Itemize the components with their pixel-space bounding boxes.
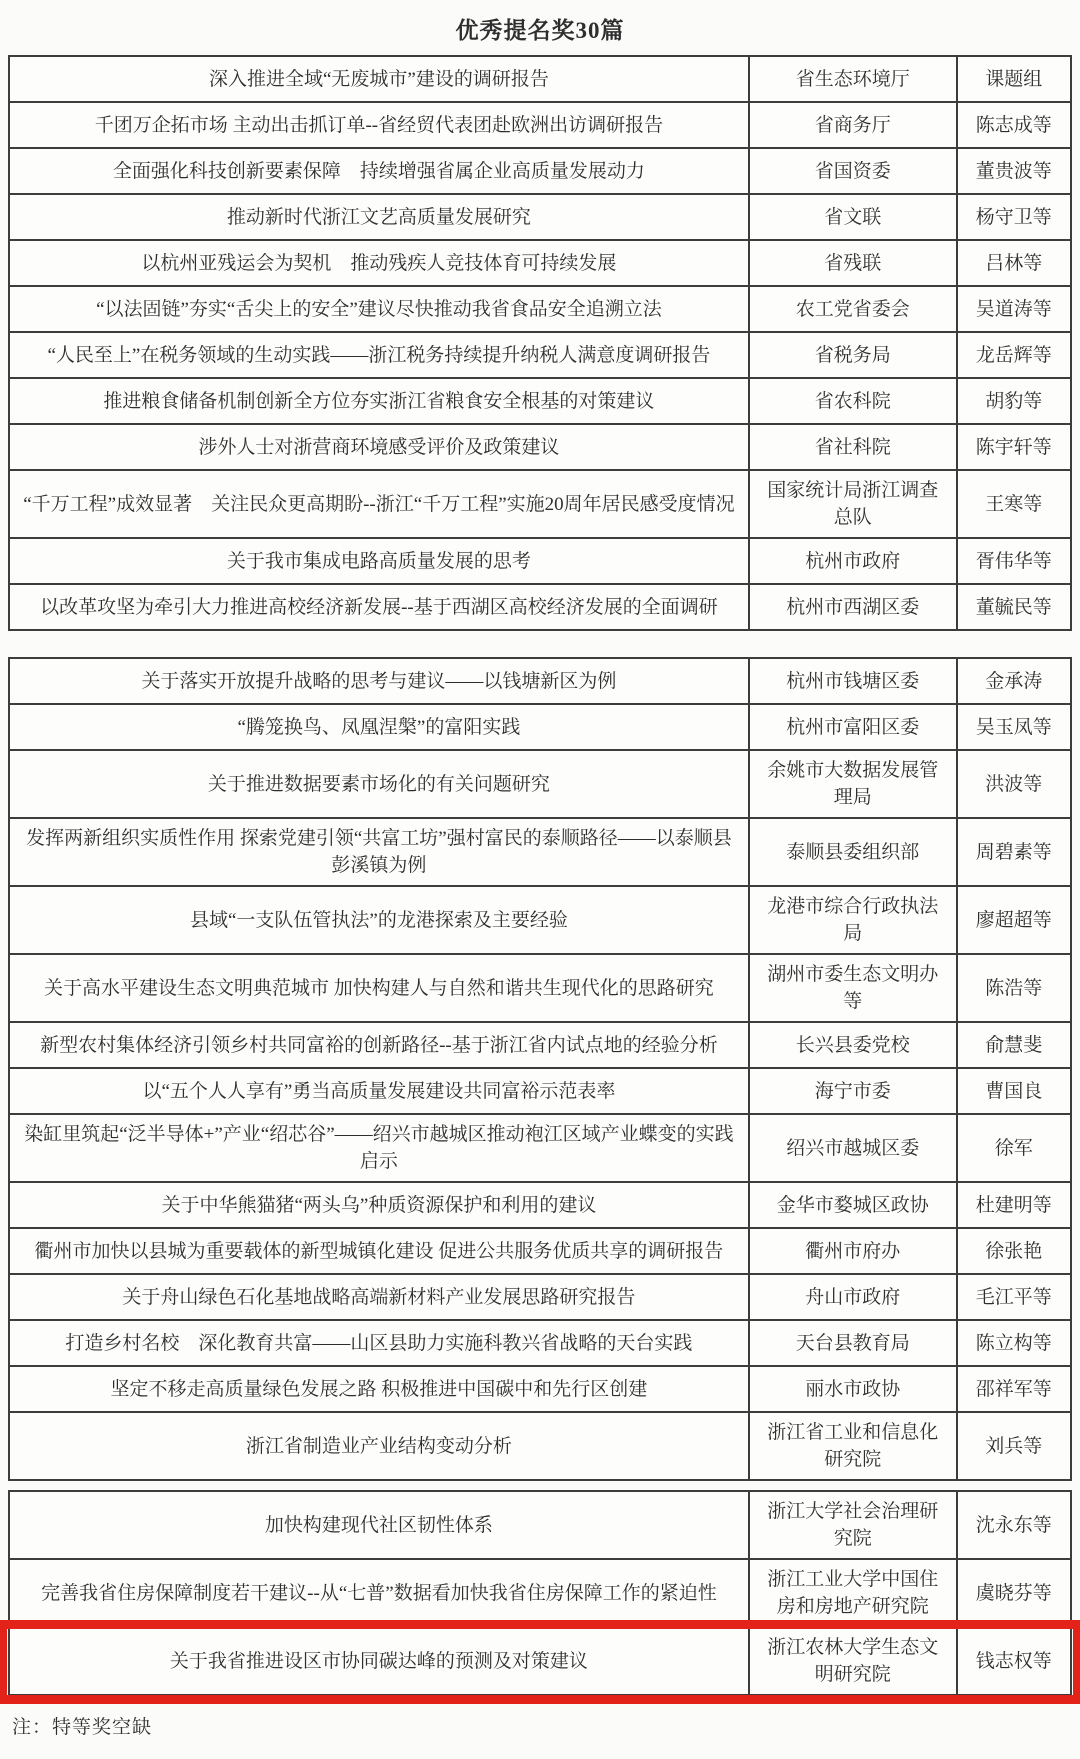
author-cell-text: 毛江平等 [975, 1286, 1052, 1308]
author-cell [958, 1628, 1070, 1694]
organization-cell [750, 379, 958, 423]
author-cell-text: 钱志权等 [975, 1650, 1052, 1672]
organization-cell-text: 天台县教育局 [795, 1332, 910, 1354]
author-cell [958, 539, 1070, 583]
award-table-section-2 [8, 657, 1072, 1481]
organization-cell-text: 杭州市政府 [805, 550, 901, 572]
author-cell [958, 1275, 1070, 1319]
table-row [10, 425, 1070, 471]
organization-cell [750, 955, 958, 1021]
organization-cell [750, 1183, 958, 1227]
author-cell [958, 241, 1070, 285]
paper-title-cell-text: 新型农村集体经济引领乡村共同富裕的创新路径--基于浙江省内试点地的经验分析 [40, 1034, 718, 1056]
author-cell-text: 沈永东等 [975, 1514, 1052, 1536]
table-row [10, 585, 1070, 629]
organization-cell [750, 1275, 958, 1319]
paper-title-cell [10, 241, 750, 285]
author-cell [958, 1321, 1070, 1365]
author-cell-text: 杨守卫等 [975, 206, 1052, 228]
paper-title-cell-text: 发挥两新组织实质性作用 探索党建引领“共富工坊”强村富民的泰顺路径——以泰顺县彭溪镇为例 [26, 828, 732, 876]
paper-title-cell-text: 全面强化科技创新要素保障 持续增强省属企业高质量发展动力 [112, 160, 645, 182]
table-row [10, 659, 1070, 705]
author-cell [958, 819, 1070, 885]
organization-cell [750, 57, 958, 101]
author-cell [958, 103, 1070, 147]
table-row [10, 287, 1070, 333]
paper-title-cell-text: 坚定不移走高质量绿色发展之路 积极推进中国碳中和先行区创建 [110, 1378, 648, 1400]
organization-cell [750, 1229, 958, 1273]
table-row [10, 241, 1070, 287]
paper-title-cell [10, 1367, 750, 1411]
paper-title-cell [10, 333, 750, 377]
paper-title-cell [10, 1115, 750, 1181]
organization-cell-text: 湖州市委生态文明办等 [767, 964, 939, 1012]
table-row [10, 1229, 1070, 1275]
page-title: 优秀提名奖30篇 [455, 18, 625, 43]
table-row [10, 333, 1070, 379]
table-row-highlighted [10, 1628, 1070, 1694]
organization-cell [750, 819, 958, 885]
author-cell [958, 195, 1070, 239]
table-row [10, 705, 1070, 751]
paper-title-cell [10, 585, 750, 629]
table-row [10, 1115, 1070, 1183]
paper-title-cell-text: 染缸里筑起“泛半导体+”产业“绍芯谷”——绍兴市越城区推动袍江区域产业蝶变的实践启示 [24, 1124, 734, 1172]
author-cell-text: 胡豹等 [985, 390, 1043, 412]
organization-cell [750, 659, 958, 703]
author-cell-text: 刘兵等 [985, 1435, 1043, 1457]
table-row [10, 1492, 1070, 1560]
paper-title-cell-text: 加快构建现代社区韧性体系 [264, 1514, 493, 1536]
paper-title-cell-text: 关于高水平建设生态文明典范城市 加快构建人与自然和谐共生现代化的思路研究 [44, 977, 714, 999]
paper-title-cell [10, 705, 750, 749]
paper-title-cell [10, 1275, 750, 1319]
author-cell-text: 俞慧斐 [985, 1034, 1043, 1056]
paper-title-cell-text: 涉外人士对浙营商环境感受评价及政策建议 [198, 436, 560, 458]
paper-title-cell-text: 推动新时代浙江文艺高质量发展研究 [226, 206, 531, 228]
paper-title-cell-text: 关于中华熊猫猪“两头乌”种质资源保护和利用的建议 [161, 1194, 597, 1216]
author-cell-text: 虞晓芬等 [975, 1582, 1052, 1604]
author-cell [958, 1023, 1070, 1067]
paper-title-cell-text: 县域“一支队伍管执法”的龙港探索及主要经验 [190, 909, 568, 931]
author-cell [958, 585, 1070, 629]
paper-title-cell [10, 379, 750, 423]
award-table-section-1 [8, 55, 1072, 631]
table-row [10, 471, 1070, 539]
paper-title-cell-text: “以法固链”夯实“舌尖上的安全”建议尽快推动我省食品安全追溯立法 [96, 298, 662, 320]
paper-title-cell [10, 819, 750, 885]
paper-title-cell [10, 149, 750, 193]
organization-cell-text: 农工党省委会 [795, 298, 910, 320]
paper-title-cell-text: 以改革攻坚为牵引大力推进高校经济新发展--基于西湖区高校经济发展的全面调研 [40, 596, 718, 618]
award-tables-container [8, 55, 1072, 1696]
organization-cell [750, 585, 958, 629]
author-cell-text: 杜建明等 [975, 1194, 1052, 1216]
table-row [10, 539, 1070, 585]
organization-cell-text: 省农科院 [814, 390, 891, 412]
table-row [10, 103, 1070, 149]
author-cell [958, 57, 1070, 101]
organization-cell-text: 浙江省工业和信息化研究院 [767, 1422, 939, 1470]
organization-cell-text: 杭州市富阳区委 [786, 716, 920, 738]
organization-cell-text: 杭州市钱塘区委 [786, 670, 920, 692]
organization-cell-text: 余姚市大数据发展管理局 [767, 760, 939, 808]
author-cell-text: 邵祥军等 [975, 1378, 1052, 1400]
organization-cell-text: 舟山市政府 [805, 1286, 901, 1308]
author-cell-text: 徐军 [994, 1137, 1033, 1159]
author-cell [958, 425, 1070, 469]
paper-title-cell-text: 关于推进数据要素市场化的有关问题研究 [207, 773, 550, 795]
author-cell [958, 1229, 1070, 1273]
paper-title-cell [10, 659, 750, 703]
paper-title-cell [10, 1560, 750, 1626]
organization-cell-text: 省残联 [824, 252, 882, 274]
table-row [10, 1023, 1070, 1069]
award-table-section-3 [8, 1490, 1072, 1696]
organization-cell [750, 1023, 958, 1067]
organization-cell [750, 1115, 958, 1181]
organization-cell-text: 绍兴市越城区委 [786, 1137, 920, 1159]
paper-title-cell [10, 1628, 750, 1694]
author-cell-text: 吕林等 [985, 252, 1043, 274]
author-cell [958, 1183, 1070, 1227]
paper-title-cell [10, 287, 750, 331]
paper-title-cell-text: 推进粮食储备机制创新全方位夯实浙江省粮食安全根基的对策建议 [103, 390, 655, 412]
author-cell [958, 1413, 1070, 1479]
author-cell-text: 陈志成等 [975, 114, 1052, 136]
paper-title-cell-text: “腾笼换鸟、凤凰涅槃”的富阳实践 [237, 716, 521, 738]
table-row [10, 1413, 1070, 1479]
author-cell-text: 王寒等 [985, 493, 1043, 515]
paper-title-cell-text: 以“五个人人享有”勇当高质量发展建设共同富裕示范表率 [142, 1080, 616, 1102]
author-cell [958, 379, 1070, 423]
paper-title-cell [10, 1069, 750, 1113]
author-cell-text: 曹国良 [985, 1080, 1043, 1102]
author-cell-text: 胥伟华等 [975, 550, 1052, 572]
author-cell-text: 徐张艳 [985, 1240, 1043, 1262]
paper-title-cell [10, 195, 750, 239]
organization-cell-text: 衢州市府办 [805, 1240, 901, 1262]
author-cell-text: 周碧素等 [975, 841, 1052, 863]
author-cell [958, 887, 1070, 953]
paper-title-cell-text: 关于我省推进设区市协同碳达峰的预测及对策建议 [169, 1650, 588, 1672]
author-cell [958, 659, 1070, 703]
paper-title-cell-text: “千万工程”成效显著 关注民众更高期盼--浙江“千万工程”实施20周年居民感受度情况 [23, 493, 735, 515]
paper-title-cell-text: 衢州市加快以县城为重要载体的新型城镇化建设 促进公共服务优质共享的调研报告 [34, 1240, 724, 1262]
paper-title-cell-text: 浙江省制造业产业结构变动分析 [245, 1435, 512, 1457]
organization-cell [750, 1492, 958, 1558]
organization-cell-text: 省社科院 [814, 436, 891, 458]
table-row [10, 379, 1070, 425]
organization-cell-text: 金华市婺城区政协 [776, 1194, 929, 1216]
organization-cell-text: 长兴县委党校 [795, 1034, 910, 1056]
paper-title-cell [10, 1183, 750, 1227]
organization-cell [750, 425, 958, 469]
author-cell-text: 董毓民等 [975, 596, 1052, 618]
organization-cell [750, 751, 958, 817]
table-row [10, 57, 1070, 103]
author-cell [958, 705, 1070, 749]
organization-cell [750, 705, 958, 749]
paper-title-cell-text: 深入推进全域“无废城市”建设的调研报告 [209, 68, 549, 90]
paper-title-cell-text: “人民至上”在税务领域的生动实践——浙江税务持续提升纳税人满意度调研报告 [47, 344, 711, 366]
table-row [10, 1275, 1070, 1321]
author-cell [958, 1367, 1070, 1411]
author-cell-text: 课题组 [985, 68, 1043, 90]
organization-cell [750, 1628, 958, 1694]
author-cell [958, 149, 1070, 193]
organization-cell-text: 省国资委 [814, 160, 891, 182]
author-cell-text: 吴道涛等 [975, 298, 1052, 320]
table-row [10, 1367, 1070, 1413]
organization-cell [750, 195, 958, 239]
organization-cell [750, 103, 958, 147]
author-cell [958, 471, 1070, 537]
organization-cell-text: 龙港市综合行政执法局 [767, 896, 939, 944]
paper-title-cell [10, 955, 750, 1021]
paper-title-cell [10, 751, 750, 817]
paper-title-cell [10, 887, 750, 953]
author-cell-text: 洪波等 [985, 773, 1043, 795]
author-cell [958, 1492, 1070, 1558]
organization-cell-text: 泰顺县委组织部 [786, 841, 920, 863]
author-cell [958, 1560, 1070, 1626]
author-cell-text: 陈立构等 [975, 1332, 1052, 1354]
organization-cell [750, 333, 958, 377]
table-row [10, 955, 1070, 1023]
author-cell-text: 吴玉凤等 [975, 716, 1052, 738]
organization-cell [750, 539, 958, 583]
paper-title-cell-text: 完善我省住房保障制度若干建议--从“七普”数据看加快我省住房保障工作的紧迫性 [41, 1582, 717, 1604]
author-cell [958, 751, 1070, 817]
organization-cell [750, 287, 958, 331]
paper-title-cell-text: 千团万企拓市场 主动出击抓订单--省经贸代表团赴欧洲出访调研报告 [94, 114, 664, 136]
organization-cell-text: 省商务厅 [814, 114, 891, 136]
paper-title-cell-text: 打造乡村名校 深化教育共富——山区县助力实施科教兴省战略的天台实践 [65, 1332, 693, 1354]
organization-cell-text: 杭州市西湖区委 [786, 596, 920, 618]
organization-cell-text: 浙江大学社会治理研究院 [767, 1501, 939, 1549]
author-cell-text: 陈浩等 [985, 977, 1043, 999]
author-cell [958, 1069, 1070, 1113]
organization-cell [750, 1367, 958, 1411]
author-cell [958, 333, 1070, 377]
paper-title-cell-text: 以杭州亚残运会为契机 推动残疾人竞技体育可持续发展 [141, 252, 617, 274]
paper-title-cell [10, 1023, 750, 1067]
paper-title-cell [10, 57, 750, 101]
paper-title-cell [10, 425, 750, 469]
table-row [10, 1183, 1070, 1229]
organization-cell [750, 471, 958, 537]
paper-title-cell [10, 539, 750, 583]
organization-cell-text: 浙江农林大学生态文明研究院 [767, 1637, 939, 1685]
organization-cell [750, 1413, 958, 1479]
table-row [10, 1069, 1070, 1115]
paper-title-cell [10, 103, 750, 147]
paper-title-cell [10, 1321, 750, 1365]
organization-cell-text: 浙江工业大学中国住房和房地产研究院 [767, 1569, 939, 1617]
organization-cell [750, 887, 958, 953]
organization-cell-text: 海宁市委 [814, 1080, 891, 1102]
organization-cell-text: 省生态环境厅 [795, 68, 910, 90]
organization-cell-text: 省税务局 [814, 344, 891, 366]
organization-cell [750, 1069, 958, 1113]
footnote: 注：特等奖空缺 [12, 1717, 153, 1738]
organization-cell [750, 1321, 958, 1365]
author-cell-text: 陈宇轩等 [975, 436, 1052, 458]
author-cell [958, 287, 1070, 331]
organization-cell-text: 省文联 [824, 206, 882, 228]
paper-title-cell [10, 1492, 750, 1558]
table-row [10, 819, 1070, 887]
table-row [10, 887, 1070, 955]
organization-cell [750, 1560, 958, 1626]
author-cell-text: 龙岳辉等 [975, 344, 1052, 366]
author-cell [958, 1115, 1070, 1181]
table-row [10, 751, 1070, 819]
author-cell-text: 金承涛 [985, 670, 1043, 692]
paper-title-cell [10, 1413, 750, 1479]
organization-cell [750, 149, 958, 193]
paper-title-cell [10, 471, 750, 537]
table-row [10, 149, 1070, 195]
paper-title-cell [10, 1229, 750, 1273]
paper-title-cell-text: 关于舟山绿色石化基地战略高端新材料产业发展思路研究报告 [122, 1286, 636, 1308]
table-row [10, 1560, 1070, 1628]
author-cell [958, 955, 1070, 1021]
organization-cell [750, 241, 958, 285]
paper-title-cell-text: 关于落实开放提升战略的思考与建议——以钱塘新区为例 [141, 670, 617, 692]
organization-cell-text: 国家统计局浙江调查总队 [767, 480, 939, 528]
table-row [10, 195, 1070, 241]
author-cell-text: 董贵波等 [975, 160, 1052, 182]
table-row [10, 1321, 1070, 1367]
organization-cell-text: 丽水市政协 [805, 1378, 901, 1400]
author-cell-text: 廖超超等 [975, 909, 1052, 931]
paper-title-cell-text: 关于我市集成电路高质量发展的思考 [226, 550, 531, 572]
